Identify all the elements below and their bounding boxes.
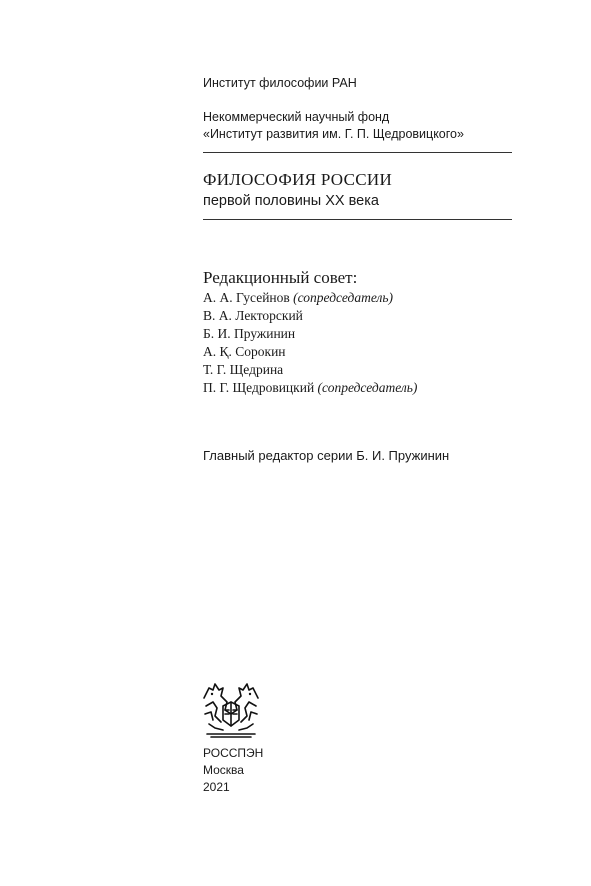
- member-role: (сопредседатель): [317, 380, 418, 395]
- member-name: П. Г. Щедровицкий: [203, 380, 315, 395]
- member-name: А. Қ. Сорокин: [203, 344, 286, 359]
- publisher-city: Москва: [203, 763, 244, 777]
- series-title: ФИЛОСОФИЯ РОССИИ: [203, 170, 393, 189]
- divider-top: [203, 152, 512, 153]
- member-role: (сопредседатель): [293, 290, 394, 305]
- board-member: [203, 361, 417, 379]
- member-name: Т. Г. Щедрина: [203, 362, 284, 377]
- board-member: [203, 343, 417, 361]
- member-name: В. А. Лекторский: [203, 308, 303, 323]
- series-subtitle: первой половины XX века: [203, 193, 379, 209]
- fund-line-1: Некоммерческий научный фонд: [203, 110, 390, 124]
- institute-name: Институт философии РАН: [203, 76, 357, 90]
- board-member: [203, 325, 417, 343]
- fund-block: [203, 109, 464, 143]
- fund-line-2: «Институт развития им. Г. П. Щедровицкого»: [203, 127, 464, 141]
- publisher-name: РОССПЭН: [203, 746, 264, 760]
- board-member: [203, 289, 417, 307]
- board-member: [203, 379, 417, 397]
- board-members-list: [203, 289, 417, 397]
- board-heading: Редакционный совет:: [203, 268, 358, 287]
- heraldic-griffins-logo-icon: [201, 680, 261, 740]
- member-name: Б. И. Пружинин: [203, 326, 296, 341]
- divider-bottom: [203, 219, 512, 220]
- publisher-block: [203, 745, 263, 796]
- board-member: [203, 307, 417, 325]
- publisher-year: 2021: [203, 780, 230, 794]
- member-name: А. А. Гусейнов: [203, 290, 290, 305]
- chief-editor: Главный редактор серии Б. И. Пружинин: [203, 448, 450, 463]
